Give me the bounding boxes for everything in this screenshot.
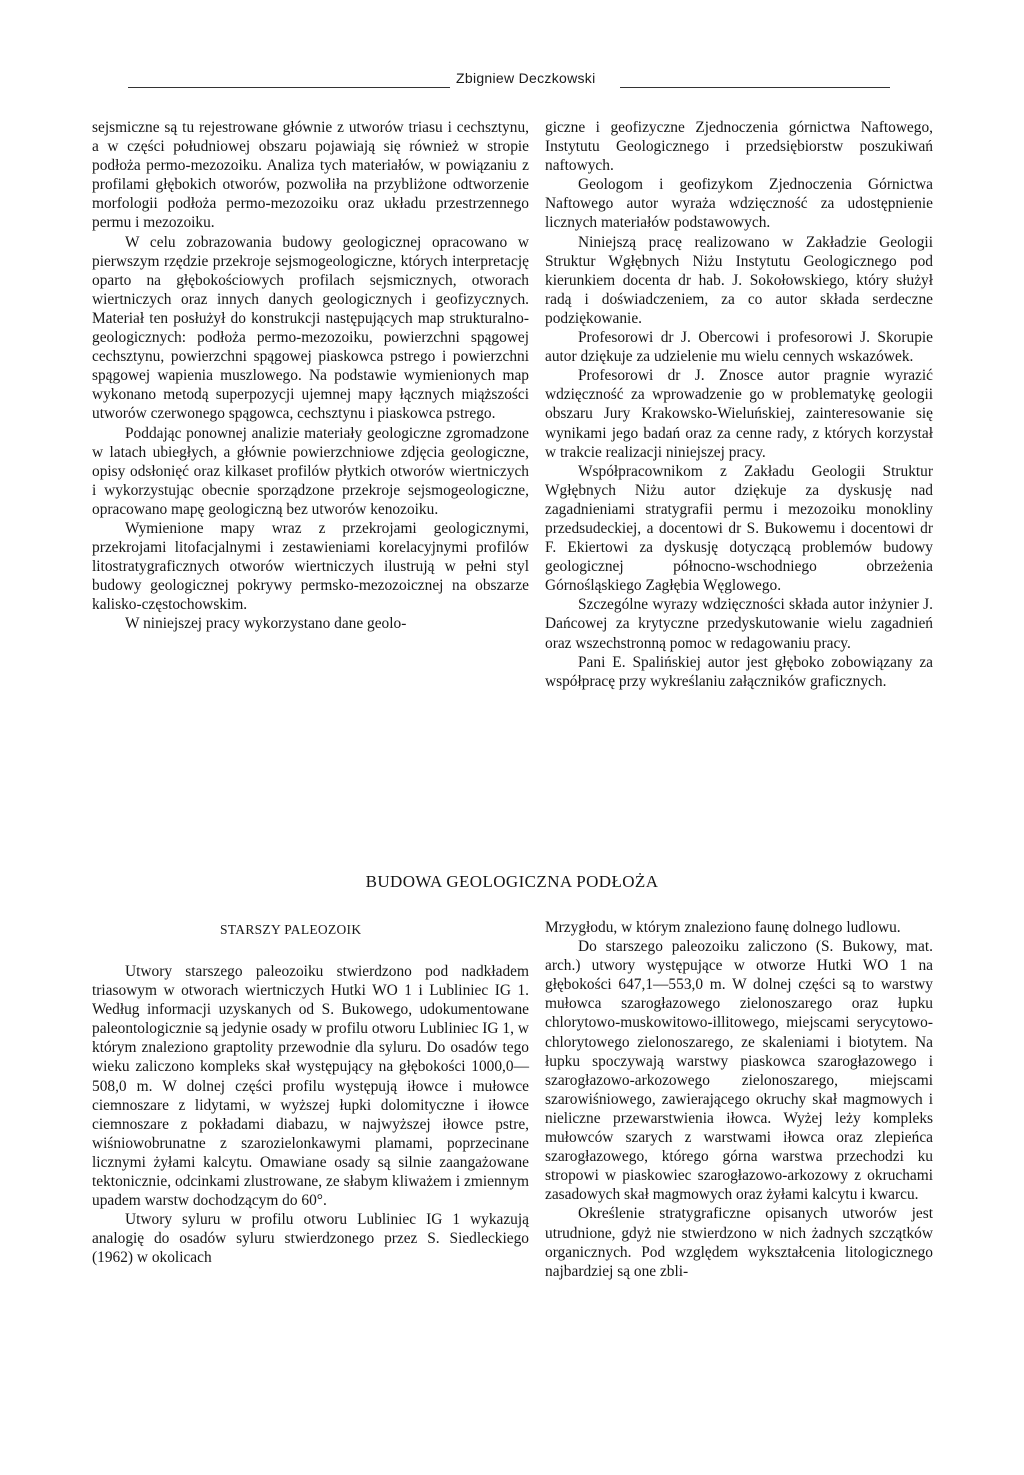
paragraph: Profesorowi dr J. Obercowi i profesorowi J. Skorupie autor dziękuje za udzielenie mu wielu cennych wskazówek. [545, 329, 933, 366]
paragraph: Profesorowi dr J. Znosce autor pragnie wyrazić wdzięczność za wprowadzenie go w problematykę geologii obszaru Jury Krakowsko-Wieluńskiej, zainteresowanie się wynikami jego badań oraz za cenne rady, z których korzystał w trakcie realizacji niniejszej pracy. [545, 367, 933, 461]
paragraph: Utwory starszego paleozoiku stwierdzono pod nadkładem triasowym w otworach wiertniczych Hutki WO 1 i Lubliniec IG 1. Według informacji uzyskanych od S. Bukowego, udokumentowane paleontologicznie są jedynie osady w profilu otworu Lubliniec IG 1, w którym znaleziono graptolity przewodnie dla syluru. Do osadów tego wieku zaliczono kompleks skał występujący na głębokości 1000,0—508,0 m. W dolnej części profilu występują iłowce i mułowce ciemnoszare z lidytami, w wyższej łupki dolomityczne i iłowce ciemnoszare z pokładami diabazu, w najwyższej iłowce pstre, wiśniowobrunatne z szarozielonkawymi plamami, poprzecinane licznymi żyłami kalcytu. Omawiane osady są silnie zaangażowane tektonicznie, odcinkami zlustrowane, ze słabym kliważem i zmiennym upadem warstw dochodzącym do 60°. [92, 963, 529, 1210]
running-header-author: Zbigniew Deczkowski [456, 70, 596, 86]
paragraph: Niniejszą pracę realizowano w Zakładzie Geologii Struktur Wgłębnych Niżu Instytutu Geologicznego pod kierunkiem docenta dr hab. J. Sokołowskiego, który służył radą i doświadczeniem, za co autor składa serdeczne podziękowanie. [545, 233, 933, 327]
paragraph: Geologom i geofizykom Zjednoczenia Górnictwa Naftowego autor wyraża wdzięczność za udostępnienie licznych materiałów podstawowych. [545, 176, 933, 232]
paragraph: Wymienione mapy wraz z przekrojami geologicznymi, przekrojami litofacjalnymi i zestawieniami korelacyjnymi profilów litostratygraficznych otworów wiertniczych ilustrują w pełni styl budowy geologicznej pokrywy permsko-mezozoicznej na obszarze kalisko-częstochowskim. [92, 519, 529, 614]
paragraph: W niniejszej pracy wykorzystano dane geolo- [125, 615, 407, 633]
paragraph: Pani E. Spalińskiej autor jest głęboko zobowiązany za współpracę przy wykreślaniu załączników graficznych. [545, 653, 933, 690]
paragraph: Poddając ponownej analizie materiały geologiczne zgromadzone w latach ubiegłych, a głównie powierzchniowe zdjęcia geologiczne, opisy odsłonięć oraz kilkaset profilów płytkich otworów wiertniczych i wykorzystując obecnie sporządzone przekroje sejsmogeologiczne, opracowano mapę geologiczną bez utworów kenozoiku. [92, 424, 529, 518]
section-title: BUDOWA GEOLOGICZNA PODŁOŻA [365, 872, 659, 891]
header-rule-left [128, 87, 450, 88]
paragraph: Współpracownikom z Zakładu Geologii Struktur Wgłębnych Niżu autor dziękuje za dyskusję nad zagadnieniami stratygrafii permu i mezozoiku monokliny przedsudeckiej, a docentowi dr S. Bukowemu i docentowi dr F. Ekiertowi za dyskusję dotyczącą problemów budowy geologicznej północno-wschodniego obrzeżenia Górnośląskiego Zagłębia Węglowego. [545, 462, 933, 595]
bottom-right-column [545, 918, 933, 1281]
subsection-title: STARSZY PALEOZOIK [220, 922, 362, 937]
paragraph: W celu zobrazowania budowy geologicznej opracowano w pierwszym rzędzie przekroje sejsmogeologiczne, których interpretację oparto na głębokościowych profilach sejsmicznych, otworach wiertniczych oraz innych danych geologicznych i geofizycznych. Materiał ten posłużył do konstrukcji następujących map strukturalno-geologicznych: podłoża permo-mezozoiku, powierzchni spągowej cechsztynu, powierzchni spągowej piaskowca pstrego i powierzchni spągowej wapienia muszlowego. Na podstawie wymienionych map wykonano metodą superpozycji ujemnej mapy łącznych miąższości utworów czerwonego spągowca, cechsztynu i piaskowca pstrego. [92, 233, 529, 423]
top-right-column [545, 118, 933, 691]
paragraph: Określenie stratygraficzne opisanych utworów jest utrudnione, gdyż nie stwierdzono w nich żadnych szczątków organicznych. Pod względem wykształcenia litologicznego najbardziej są one zbli- [545, 1205, 933, 1280]
paragraph: Utwory syluru w profilu otworu Lubliniec IG 1 wykazują analogię do osadów syluru stwierdzonego przez S. Siedleckiego (1962) w okolicach [92, 1211, 529, 1267]
bottom-left-column [92, 962, 529, 1268]
paragraph: giczne i geofizyczne Zjednoczenia górnictwa Naftowego, Instytutu Geologicznego i przedsiębiorstw poszukiwań naftowych. [545, 119, 933, 175]
header-rule-right [620, 87, 890, 88]
paragraph: Do starszego paleozoiku zaliczono (S. Bukowy, mat. arch.) utwory występujące w otworze Hutki WO 1 na głębokości 647,1—553,0 m. W dolnej części są to warstwy mułowca szarogłazowego zielonoszarego oraz łupku chlorytowo-muskowitowo-illitowego, miejscami serycytowo-chlorytowego zielonoszarego, ze skaleniami i biotytem. Na łupku spoczywają warstwy piaskowca szarogłazowego i szarogłazowo-arkozowego zielonoszarego, miejscami szarowiśniowego, zawierającego okruchy skał magmowych i nieliczne przewarstwienia iłowca. Wyżej leży kompleks mułowców szarych z warstwami iłowca oraz zlepieńca szarogłazowego, którego górna warstwa przechodzi ku stropowi w piaskowiec szarogłazowo-arkozowy z okruchami zasadowych skał magmowych oraz żyłami kalcytu i kwarcu. [545, 938, 933, 1204]
top-left-column [92, 118, 529, 634]
paragraph: Mrzygłodu, w którym znaleziono faunę dolnego ludlowu. [545, 919, 901, 936]
paragraph: Szczególne wyrazy wdzięczności składa autor inżynier J. Dańcowej za krytyczne przedyskutowanie wielu zagadnień oraz wszechstronną pomoc w redagowaniu pracy. [545, 596, 933, 652]
paragraph: sejsmiczne są tu rejestrowane głównie z utworów triasu i cechsztynu, a w części południowej obszaru pojawiają się również w stropie podłoża permo-mezozoiku. Analiza tych materiałów, w powiązaniu z profilami głębokich otworów, pozwoliła na przybliżone odtworzenie morfologii podłoża permo-mezozoiku oraz układu przestrzennego permu i mezozoiku. [92, 119, 529, 232]
